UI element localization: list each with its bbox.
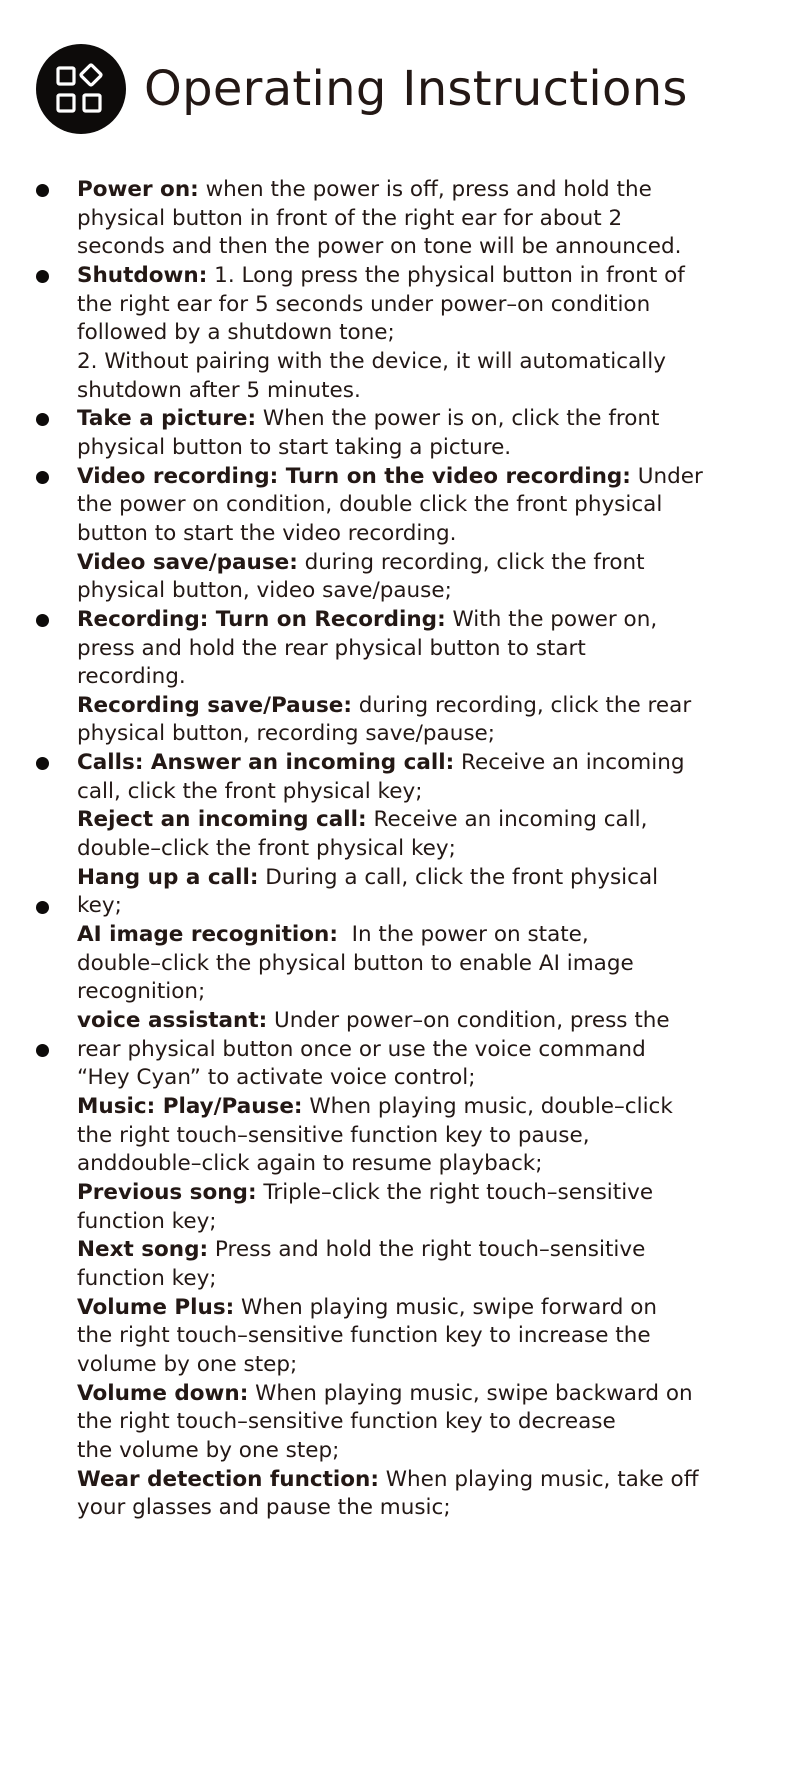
instruction-text: function key; (77, 1208, 217, 1234)
instruction-line (77, 463, 777, 492)
instruction-text: when the power is off, press and hold the (198, 177, 652, 202)
page-title: Operating Instructions (144, 61, 688, 117)
instruction-line (77, 806, 777, 835)
instruction-label: Hang up a call: (77, 864, 259, 890)
instruction-line (77, 1265, 777, 1294)
instruction-line (77, 176, 777, 205)
instruction-line (77, 978, 777, 1007)
instruction-text: physical button, recording save/pause; (77, 721, 496, 747)
instruction-line (77, 348, 777, 377)
instruction-text: recording. (77, 664, 186, 690)
instruction-text: the right touch–sensitive function key to decrease (77, 1409, 616, 1435)
instruction-line (77, 1437, 777, 1466)
instruction-label: Next song: (77, 1237, 209, 1263)
instruction-line (77, 778, 777, 807)
instruction-text: the power on condition, double click the front physical (77, 492, 663, 518)
bullet-icon (36, 901, 49, 914)
instruction-text: followed by a shutdown tone; (77, 320, 395, 346)
instruction-label: Volume down: (77, 1380, 249, 1406)
instruction-label: Calls: Answer an incoming call: (77, 750, 455, 776)
instruction-text: With the power on, (445, 606, 658, 632)
instruction-text: during recording, click the front (297, 549, 645, 575)
instruction-line (77, 1064, 777, 1093)
instruction-text: In the power on state, (337, 922, 589, 948)
instruction-line (77, 291, 777, 320)
instruction-line (77, 577, 777, 606)
instruction-label: Take a picture: (77, 406, 257, 432)
instruction-label: AI image recognition: (77, 922, 338, 948)
instruction-text: physical button in front of the right ear for about 2 (77, 205, 623, 231)
instruction-text: When playing music, double–click (302, 1094, 673, 1119)
instruction-text: “Hey Cyan” to activate voice control; (77, 1065, 476, 1091)
instruction-line (77, 864, 777, 893)
instruction-line (77, 1150, 777, 1179)
instruction-text: Receive an incoming (454, 750, 685, 776)
instruction-text: the right ear for 5 seconds under power–on condition (77, 291, 651, 317)
instruction-text: Triple–click the right touch–sensitive (256, 1179, 654, 1205)
instruction-line (77, 606, 777, 635)
instruction-text: function key; (77, 1265, 217, 1291)
instruction-text: 1. Long press the physical button in front of (207, 262, 685, 288)
instruction-text: during recording, click the rear (351, 692, 692, 718)
instruction-text: When the power is on, click the front (256, 406, 660, 432)
instruction-label: Recording save/Pause: (77, 692, 352, 718)
instruction-line (77, 1122, 777, 1151)
instruction-text: When playing music, swipe backward on (248, 1380, 693, 1406)
instruction-line (77, 692, 777, 721)
bullet-icon (36, 1044, 49, 1057)
instruction-label: Wear detection function: (77, 1466, 379, 1492)
instruction-line (77, 635, 777, 664)
instruction-line (77, 1322, 777, 1351)
instruction-text: Under power–on condition, press the (267, 1008, 670, 1034)
instruction-line (77, 434, 777, 463)
instruction-text: During a call, click the front physical (258, 864, 659, 890)
instruction-line (77, 1494, 777, 1523)
instruction-text: call, click the front physical key; (77, 778, 423, 804)
instruction-label: Volume Plus: (77, 1294, 235, 1320)
instruction-label: Video save/pause: (77, 549, 298, 575)
instruction-text: the right touch–sensitive function key to pause, (77, 1122, 590, 1148)
instruction-text: seconds and then the power on tone will be announced. (77, 234, 682, 260)
apps-grid-icon (36, 44, 126, 134)
instruction-label: Recording: Turn on Recording: (77, 606, 446, 632)
instruction-line (77, 1236, 777, 1265)
instruction-line (77, 892, 777, 921)
instruction-line (77, 1093, 777, 1122)
instruction-line (77, 319, 777, 348)
instruction-line (77, 1036, 777, 1065)
instruction-label: Reject an incoming call: (77, 807, 367, 833)
instruction-text: your glasses and pause the music; (77, 1495, 451, 1521)
instruction-line (77, 405, 777, 434)
instruction-line (77, 549, 777, 578)
instruction-text: anddouble–click again to resume playback; (77, 1151, 543, 1177)
instruction-text: volume by one step; (77, 1351, 298, 1377)
instruction-label: Video recording: Turn on the video recording: (77, 463, 631, 489)
instruction-label: Shutdown: (77, 262, 208, 288)
instruction-text: Press and hold the right touch–sensitive (208, 1237, 646, 1263)
bullet-icon (36, 413, 49, 426)
instruction-text: shutdown after 5 minutes. (77, 377, 361, 403)
instruction-line (77, 663, 777, 692)
instruction-text: physical button, video save/pause; (77, 578, 452, 604)
instruction-line (77, 377, 777, 406)
instruction-line (77, 921, 777, 950)
instruction-line (77, 1208, 777, 1237)
instruction-text: rear physical button once or use the voice command (77, 1036, 646, 1062)
instruction-line (77, 720, 777, 749)
instruction-text: Receive an incoming call, (366, 807, 648, 833)
instruction-text: When playing music, swipe forward on (234, 1294, 657, 1320)
instruction-line (77, 1351, 777, 1380)
instruction-line (77, 1007, 777, 1036)
instruction-line (77, 1179, 777, 1208)
instruction-text: the right touch–sensitive function key to increase the (77, 1323, 651, 1349)
instruction-line (77, 1380, 777, 1409)
instruction-line (77, 1408, 777, 1437)
instructions-list (77, 176, 777, 1523)
instruction-label: Music: Play/Pause: (77, 1094, 303, 1119)
instruction-line (77, 205, 777, 234)
bullet-icon (36, 471, 49, 484)
instruction-text: double–click the physical button to enable AI image (77, 950, 634, 976)
instruction-text: recognition; (77, 979, 206, 1005)
instruction-text: the volume by one step; (77, 1437, 340, 1463)
instruction-text: press and hold the rear physical button to start (77, 635, 586, 661)
bullet-icon (36, 614, 49, 627)
instruction-text: When playing music, take off (378, 1466, 699, 1492)
instruction-text: physical button to start taking a picture. (77, 434, 512, 460)
instruction-line (77, 1294, 777, 1323)
bullet-icon (36, 184, 49, 197)
bullet-icon (36, 757, 49, 770)
instruction-text: key; (77, 893, 122, 919)
bullet-icon (36, 270, 49, 283)
instruction-text: button to start the video recording. (77, 520, 457, 546)
instruction-label: Power on: (77, 177, 199, 202)
instruction-text: Under (630, 463, 703, 489)
instruction-label: voice assistant: (77, 1008, 268, 1034)
instruction-line (77, 835, 777, 864)
instruction-line (77, 749, 777, 778)
instruction-line (77, 520, 777, 549)
instruction-line (77, 233, 777, 262)
instruction-line (77, 491, 777, 520)
page-header (36, 43, 688, 135)
instruction-text: double–click the front physical key; (77, 836, 456, 862)
instruction-label: Previous song: (77, 1179, 257, 1205)
instruction-line (77, 950, 777, 979)
instruction-line (77, 262, 777, 291)
instruction-text: 2. Without pairing with the device, it will automatically (77, 348, 666, 374)
instruction-line (77, 1466, 777, 1495)
